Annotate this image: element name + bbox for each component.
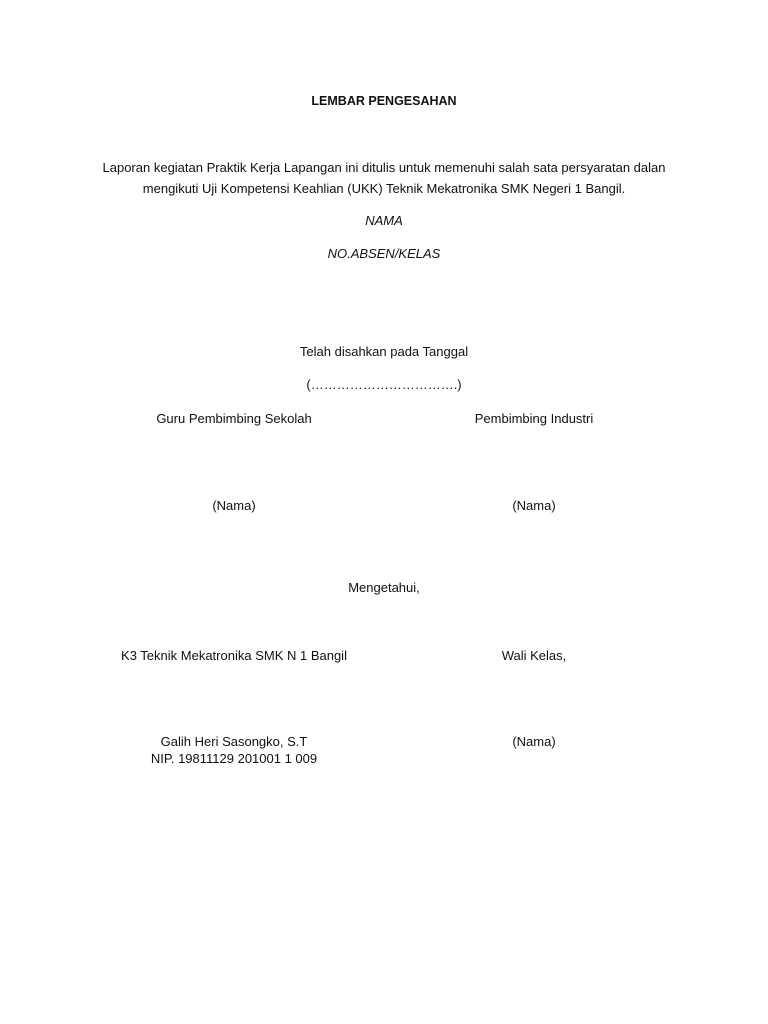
page-title: LEMBAR PENGESAHAN	[311, 94, 457, 108]
industry-supervisor-name: (Nama)	[512, 498, 556, 513]
intro-line-2: mengikuti Uji Kompetensi Keahlian (UKK) Teknik Mekatronika SMK Negeri 1 Bangil.	[142, 181, 626, 196]
department-head-nip: NIP. 19811129 201001 1 009	[150, 751, 318, 766]
homeroom-teacher-name: (Nama)	[512, 734, 556, 749]
homeroom-teacher-role: Wali Kelas,	[501, 648, 567, 663]
industry-supervisor-role: Pembimbing Industri	[474, 411, 594, 426]
student-absen-kelas: NO.ABSEN/KELAS	[327, 246, 441, 261]
school-supervisor-role: Guru Pembimbing Sekolah	[156, 411, 312, 426]
acknowledged-label: Mengetahui,	[348, 580, 420, 595]
approval-label: Telah disahkan pada Tanggal	[299, 344, 469, 359]
student-name: NAMA	[365, 213, 403, 228]
department-head-role: K3 Teknik Mekatronika SMK N 1 Bangil	[121, 648, 347, 663]
department-head-name: Galih Heri Sasongko, S.T	[160, 734, 308, 749]
approval-date-placeholder: (…………………………….)	[306, 377, 462, 392]
intro-line-1: Laporan kegiatan Praktik Kerja Lapangan ini ditulis untuk memenuhi salah sata persyaratan dalan	[102, 160, 666, 175]
school-supervisor-name: (Nama)	[212, 498, 256, 513]
